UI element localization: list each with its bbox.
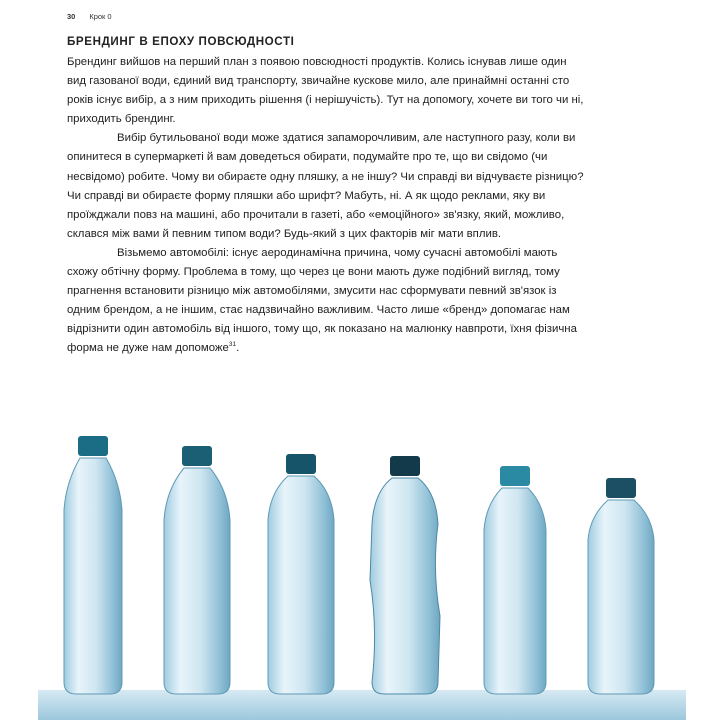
text-line: прагнення встановити різницю між автомобілями, змусити нас сформувати певний зв'язок із bbox=[67, 285, 557, 298]
page-number: 30 bbox=[67, 12, 76, 21]
section-label: Крок 0 bbox=[89, 12, 112, 21]
bottle-body bbox=[588, 500, 654, 694]
page-header bbox=[67, 12, 112, 21]
text-line: фізична форма не дуже нам допоможе bbox=[67, 323, 577, 355]
bottle-1 bbox=[64, 436, 122, 694]
text-line: коли ви опинитеся в супермаркеті й вам доведеться обирати, подумайте про те, що ви bbox=[67, 132, 576, 164]
water-bottles-photo bbox=[38, 420, 686, 720]
text-line: Вибір бутильованої води може здатися запаморочливим, але наступного разу, bbox=[117, 132, 533, 145]
section-heading: БРЕНДИНГ В ЕПОХУ ПОВСЮДНОСТІ bbox=[67, 35, 295, 48]
text-line: ви відчуваєте різницю? Чи справді ви обираєте форму пляшки або шрифт? Мабуть, ні. bbox=[67, 170, 584, 202]
text-line: один вид газованої води, єдиний вид транспорту, звичайне кускове мило, але принаймні bbox=[67, 56, 567, 88]
bottle-cap bbox=[390, 456, 420, 476]
text-line: схожу обтічну форму. Проблема в тому, що через це вони мають дуже подібний вигляд, тому bbox=[67, 266, 560, 279]
bottle-body bbox=[64, 458, 122, 694]
text-line: одним брендом, а не іншим, стає надзвичайно важливим. Часто лише «бренд» допомагає bbox=[67, 304, 547, 317]
bottle-2 bbox=[164, 446, 230, 694]
bottle-body bbox=[268, 476, 334, 694]
paragraph-1 bbox=[67, 53, 587, 129]
text-line: «емоційного» зв'язку, який, можливо, склався між вами й певним типом води? Будь-який з bbox=[67, 208, 565, 240]
text-line: свідомо (чи несвідомо) робите. Чому ви обираєте одну пляшку, а не іншу? Чи справді bbox=[67, 151, 548, 183]
paragraph-2 bbox=[67, 129, 587, 244]
footnote-marker: 31 bbox=[228, 341, 237, 349]
article-body bbox=[67, 34, 587, 359]
shelf-surface bbox=[38, 690, 686, 720]
bottle-body bbox=[484, 488, 546, 694]
bottle-body bbox=[370, 478, 440, 694]
text-line: нам відрізнити один автомобіль від іншого, тому що, як показано на малюнку навпроти, їхня bbox=[67, 304, 570, 336]
text-line: А як щодо реклами, яку ви проїжджали повз на машині, або прочитали в газеті, або bbox=[67, 189, 546, 221]
text-line: цих факторів міг мати вплив. bbox=[348, 227, 502, 240]
bottle-cap bbox=[606, 478, 636, 498]
bottle-body bbox=[164, 468, 230, 694]
bottle-6 bbox=[588, 478, 654, 694]
bottle-5 bbox=[484, 466, 546, 694]
bottle-cap bbox=[78, 436, 108, 456]
text-line: Візьмемо автомобілі: існує аеродинамічна причина, чому сучасні автомобілі мають bbox=[117, 246, 558, 259]
text-line: Брендинг вийшов на перший план з появою повсюдності продуктів. Колись існував лише bbox=[67, 56, 538, 68]
bottle-3 bbox=[268, 454, 334, 694]
bottle-cap bbox=[286, 454, 316, 474]
text-line: хочете ви того чи ні, приходить брендинг. bbox=[67, 94, 584, 126]
bottle-cap bbox=[500, 466, 530, 486]
paragraph-3: Візьмемо автомобілі: існує аеродинамічна причина, чому сучасні автомобілі мають схожу обтічну форму. Проблема в тому, що через це вони мають дуже подібний вигляд, тому прагнення встановити різницю між автомобілями, змусити нас сформувати певний зв'язок із одним брендом, а не іншим, стає надзвичайно важливим. Часто лише «бренд» допомагає нам відрізнити один автомобіль від іншого, тому що, як показано на малюнку навпроти, їхня фізична форма не дуже нам допоможе$^{31}$. bbox=[67, 246, 577, 355]
text-line: останні сто років існує вибір, а з ним приходить рішення (і нерішучість). Тут на допомогу, bbox=[67, 75, 570, 107]
bottle-cap bbox=[182, 446, 212, 466]
bottle-4 bbox=[370, 456, 440, 694]
